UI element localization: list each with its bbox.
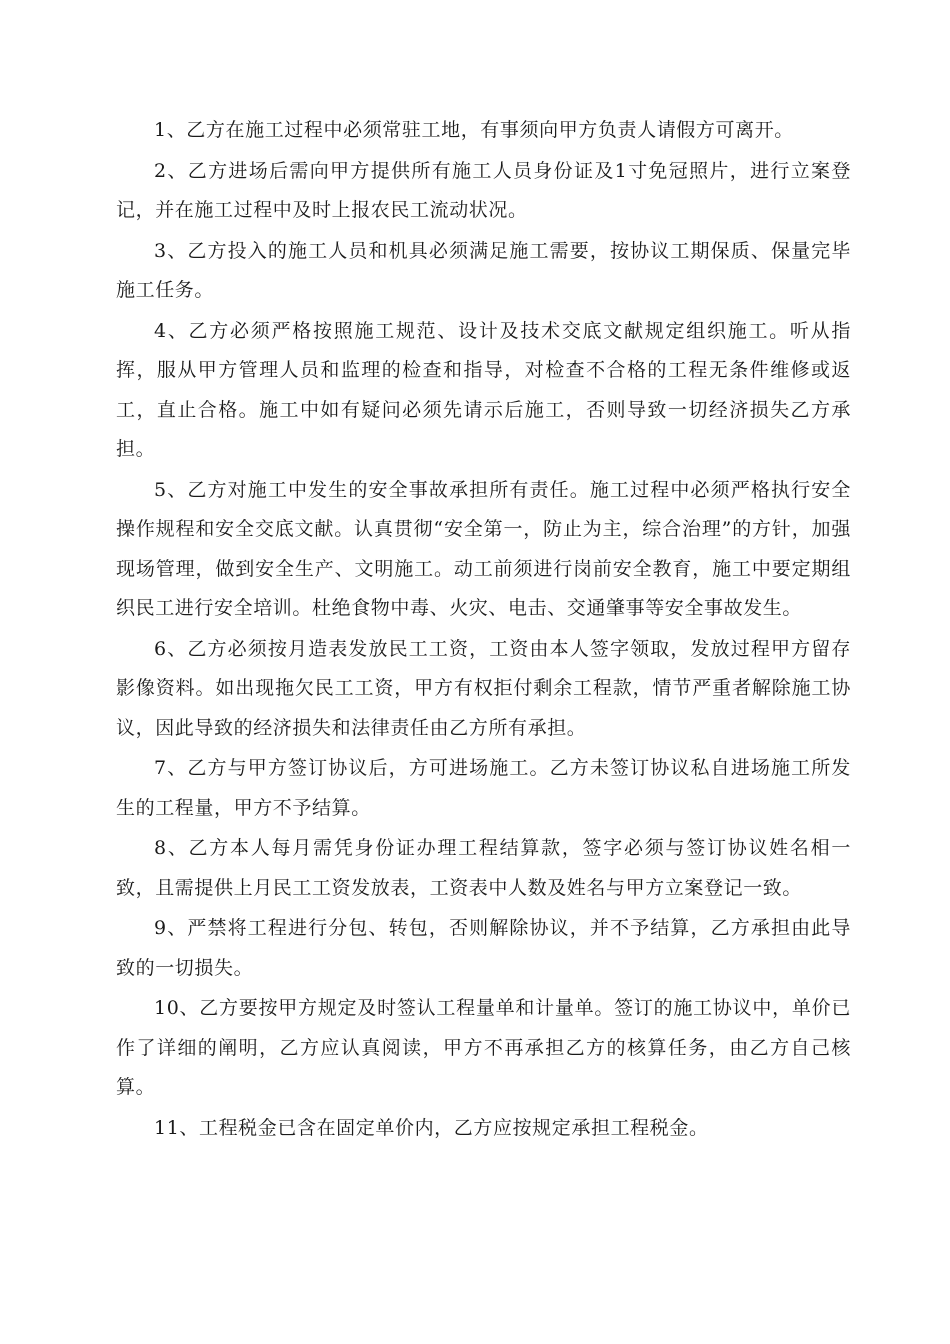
- clause-5: 5、乙方对施工中发生的安全事故承担所有责任。施工过程中必须严格执行安全操作规程和安全交底文献。认真贯彻“安全第一，防止为主，综合治理”的方针，加强现场管理，做到安全生产、文明施工。动工前须进行岗前安全教育，施工中要定期组织民工进行安全培训。杜绝食物中毒、火灾、电击、交通肇事等安全事故发生。: [116, 478, 851, 619]
- clause-9: 9、严禁将工程进行分包、转包，否则解除协议，并不予结算，乙方承担由此导致的一切损失。: [116, 917, 851, 979]
- clause-3: 3、乙方投入的施工人员和机具必须满足施工需要，按协议工期保质、保量完毕施工任务。: [116, 239, 851, 301]
- clause-10: 10、乙方要按甲方规定及时签认工程量单和计量单。签订的施工协议中，单价已作了详细的阐明，乙方应认真阅读，甲方不再承担乙方的核算任务，由乙方自己核算。: [116, 997, 851, 1098]
- document-body: [116, 111, 851, 1149]
- clause-11: 11、工程税金已含在固定单价内，乙方应按规定承担工程税金。: [154, 1116, 709, 1139]
- clause-8: 8、乙方本人每月需凭身份证办理工程结算款，签字必须与签订协议姓名相一致，且需提供上月民工工资发放表，工资表中人数及姓名与甲方立案登记一致。: [116, 837, 851, 899]
- clause-6: 6、乙方必须按月造表发放民工工资，工资由本人签字领取，发放过程甲方留存影像资料。如出现拖欠民工工资，甲方有权拒付剩余工程款，情节严重者解除施工协议，因此导致的经济损失和法律责任由乙方所有承担。: [116, 637, 851, 739]
- clause-1: 1、乙方在施工过程中必须常驻工地，有事须向甲方负责人请假方可离开。: [154, 119, 794, 141]
- clause-7: 7、乙方与甲方签订协议后，方可进场施工。乙方未签订协议私自进场施工所发生的工程量，甲方不予结算。: [116, 757, 851, 819]
- clause-4: 4、乙方必须严格按照施工规范、设计及技术交底文献规定组织施工。听从指挥，服从甲方管理人员和监理的检查和指导，对检查不合格的工程无条件维修或返工，直止合格。施工中如有疑问必须先请示后施工，否则导致一切经济损失乙方承担。: [116, 319, 851, 460]
- clause-2: 2、乙方进场后需向甲方提供所有施工人员身份证及1寸免冠照片，进行立案登记，并在施工过程中及时上报农民工流动状况。: [116, 159, 851, 221]
